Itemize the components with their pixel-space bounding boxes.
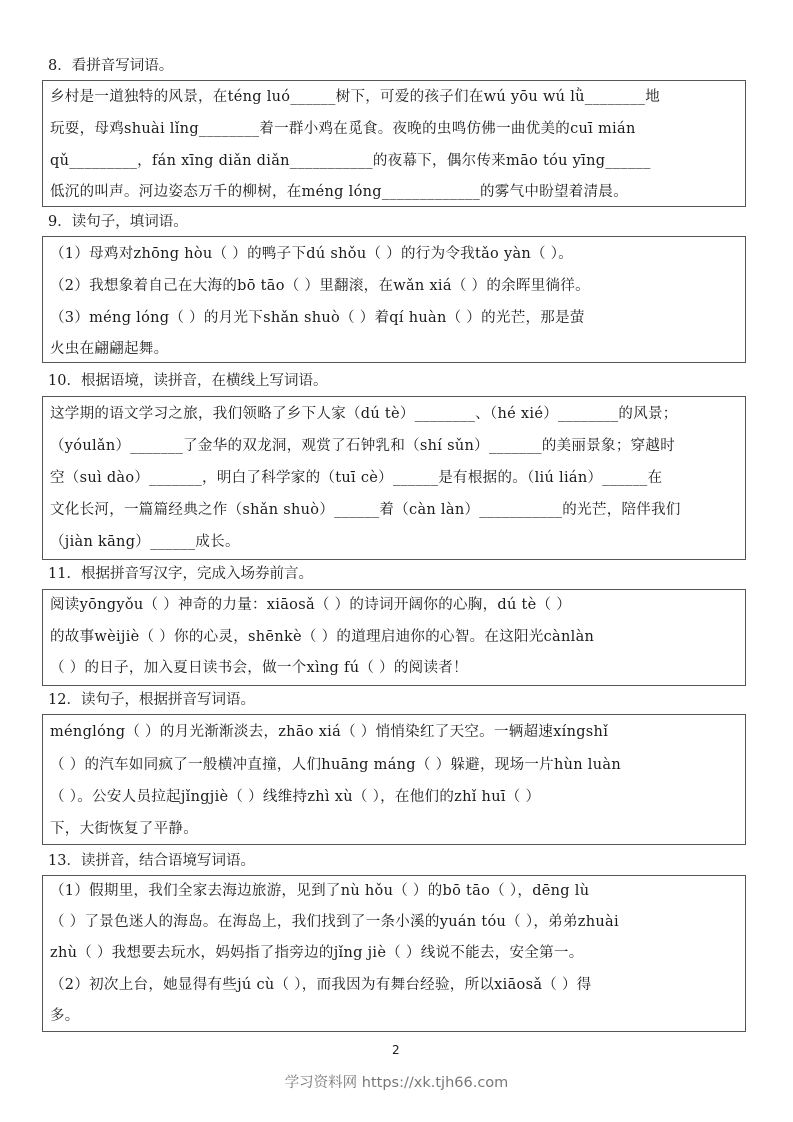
page-number: 2 [392,1043,400,1057]
question-11-line-2: 的故事wèijiè（ ）你的心灵，shēnkè（ ）的道理启迪你的心智。在这阳光cànlàn [50,629,595,645]
question-13-line-4: （2）初次上台，她显得有些jú cù（ ），而我因为有舞台经验，所以xiāosǎ（ ）得 [50,977,592,993]
question-13-line-1: （1）假期里，我们全家去海边旅游，见到了nù hǒu（ ）的bō tāo（ ），dēng lù [50,883,590,899]
question-12-box [42,714,746,845]
question-13-line-2: （ ）了景色迷人的海岛。在海岛上，我们找到了一条小溪的yuán tóu（ ），弟弟zhuài [50,914,619,930]
question-9-line-4: 火虫在翩翩起舞。 [50,341,169,357]
question-10-line-4: 文化长河，一篇篇经典之作（shǎn shuò）______着（càn làn）___________的光芒，陪伴我们 [50,502,681,518]
question-9-box [42,236,746,363]
question-13-box [42,875,746,1032]
question-9-line-3: （3）méng lóng（ ）的月光下shǎn shuò（ ）着qí huàn（ ）的光芒，那是萤 [50,310,585,326]
question-12-line-2: （ ）的汽车如同疯了一般横冲直撞，人们huāng máng（ ）躲避，现场一片hùn luàn [50,757,621,773]
question-11-line-3: （ ）的日子，加入夏日读书会，做一个xìng fú（ ）的阅读者！ [50,660,468,676]
footer-watermark: 学习资料网 https://xk.tjh66.com [284,1075,509,1091]
question-10-box [42,396,746,560]
question-9-line-1: （1）母鸡对zhōng hòu（ ）的鸭子下dú shǒu（ ）的行为令我tǎo yàn（ ）。 [50,246,574,262]
question-8-line-2: 玩耍，母鸡shuài lǐng________着一群小鸡在觅食。夜晚的虫鸣仿佛一曲优美的cuī mián [50,121,636,137]
question-8-box [42,80,746,207]
question-10-title: 10．根据语境，读拼音，在横线上写词语。 [48,373,328,389]
question-12-line-1: ménglóng（ ）的月光渐渐淡去，zhāo xiá（ ）悄悄染红了天空。一辆超速xíngshǐ [50,724,609,740]
question-8-line-4: 低沉的叫声。河边姿态万千的柳树，在méng lóng_____________的雾气中盼望着清晨。 [50,184,628,200]
question-10-line-1: 这学期的语文学习之旅，我们领略了乡下人家（dú tè）________、（hé xié）________的风景； [50,406,678,422]
question-11-box [42,589,746,686]
question-10-line-2: （yóulǎn）_______了金华的双龙洞，观赏了石钟乳和（shí sǔn）_______的美丽景象；穿越时 [50,438,676,454]
question-8-title: 8．看拼音写词语。 [48,58,174,74]
question-12-line-3: （ ）。公安人员拉起jǐngjiè（ ）线维持zhì xù（ ），在他们的zhǐ huī（ ） [50,789,541,805]
question-13-title: 13．读拼音，结合语境写词语。 [48,853,255,869]
question-8-line-1: 乡村是一道独特的风景，在téng luó______树下，可爱的孩子们在wú yōu wú lǜ________地 [50,89,661,105]
question-13-line-3: zhù（ ）我想要去玩水，妈妈指了指旁边的jǐng jiè（ ）线说不能去，安全第一。 [50,945,584,961]
question-12-line-4: 下，大街恢复了平静。 [50,821,198,837]
question-9-title: 9．读句子，填词语。 [48,214,188,230]
question-9-line-2: （2）我想象着自己在大海的bō tāo（ ）里翻滚，在wǎn xiá（ ）的余晖里徜徉。 [50,278,590,294]
question-11-line-1: 阅读yōngyǒu（ ）神奇的力量：xiāosǎ（ ）的诗词开阔你的心胸，dú tè（ ） [50,597,572,613]
question-10-line-3: 空（suì dào）_______，明白了科学家的（tuī cè）______是有根据的。（liú lián）______在 [50,470,663,486]
question-11-title: 11．根据拼音写汉字，完成入场券前言。 [48,566,313,582]
question-8-line-3: qǔ_________，fán xīng diǎn diǎn___________的夜幕下，偶尔传来māo tóu yīng______ [50,153,651,169]
question-10-line-5: （jiàn kāng）______成长。 [50,534,240,550]
question-12-title: 12．读句子，根据拼音写词语。 [48,692,255,708]
question-13-line-5: 多。 [50,1008,80,1024]
